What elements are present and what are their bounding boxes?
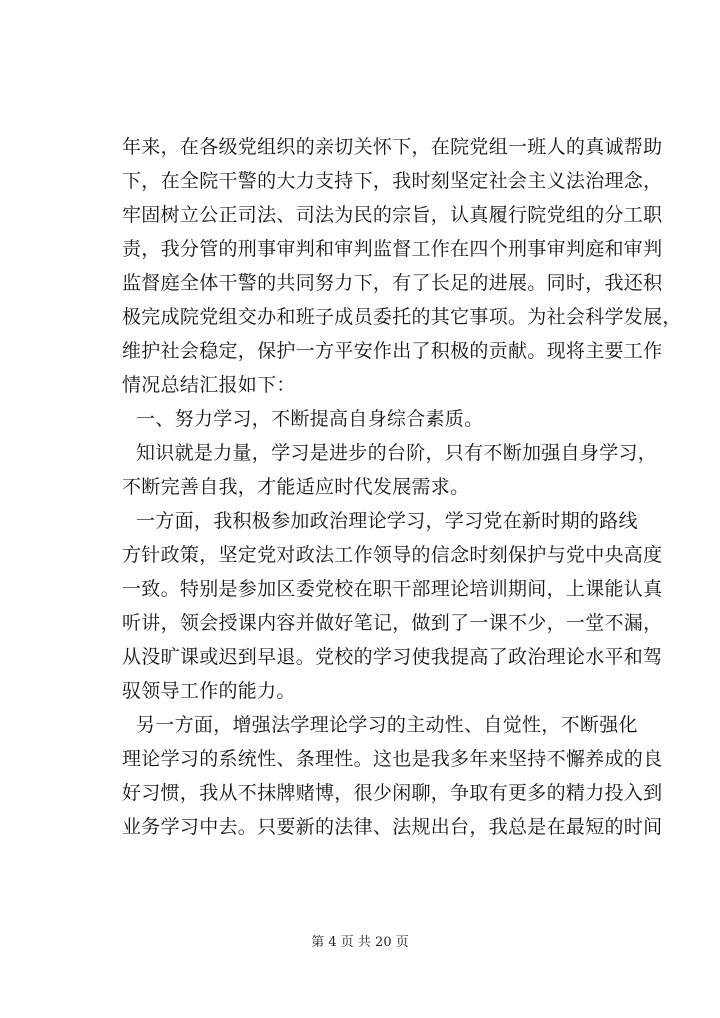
text-line: 极完成院党组交办和班子成员委托的其它事项。为社会科学发展，	[122, 306, 682, 328]
text-line: 驭领导工作的能力。	[122, 680, 296, 702]
text-line: 一致。特别是参加区委党校在职干部理论培训期间，上课能认真	[122, 578, 663, 600]
paragraph-start-line: 知识就是力量，学习是进步的台阶，只有不断加强自身学习，	[136, 442, 658, 464]
text-line: 监督庭全体干警的共同努力下，有了长足的进展。同时，我还积	[122, 272, 663, 294]
section-heading: 一、努力学习，不断提高自身综合素质。	[136, 408, 484, 430]
text-line: 维护社会稳定，保护一方平安作出了积极的贡献。现将主要工作	[122, 340, 663, 362]
text-line: 下，在全院干警的大力支持下，我时刻坚定社会主义法治理念，	[122, 170, 663, 192]
text-line: 不断完善自我，才能适应时代发展需求。	[122, 476, 470, 498]
paragraph-start-line: 另一方面，增强法学理论学习的主动性、自觉性，不断强化	[136, 714, 638, 736]
text-line: 从没旷课或迟到早退。党校的学习使我提高了政治理论水平和驾	[122, 646, 663, 668]
text-line: 方针政策，坚定党对政法工作领导的信念时刻保护与党中央高度	[122, 544, 663, 566]
text-line: 理论学习的系统性、条理性。这也是我多年来坚持不懈养成的良	[122, 748, 663, 770]
paragraph-start-line: 一方面，我积极参加政治理论学习，学习党在新时期的路线	[136, 510, 638, 532]
text-line: 牢固树立公正司法、司法为民的宗旨，认真履行院党组的分工职	[122, 204, 663, 226]
text-line: 好习惯，我从不抹牌赌博，很少闲聊，争取有更多的精力投入到	[122, 782, 663, 804]
body-text	[122, 130, 682, 844]
text-line: 听讲，领会授课内容并做好笔记，做到了一课不少，一堂不漏，	[122, 612, 663, 634]
text-line: 业务学习中去。只要新的法律、法规出台，我总是在最短的时间	[122, 816, 663, 838]
page-footer	[0, 934, 720, 952]
text-line: 责，我分管的刑事审判和审判监督工作在四个刑事审判庭和审判	[122, 238, 663, 260]
page-number-label: 第 4 页 共 20 页	[311, 935, 409, 950]
text-line: 年来，在各级党组织的亲切关怀下，在院党组一班人的真诚帮助	[122, 136, 663, 158]
text-line: 情况总结汇报如下：	[122, 374, 296, 396]
